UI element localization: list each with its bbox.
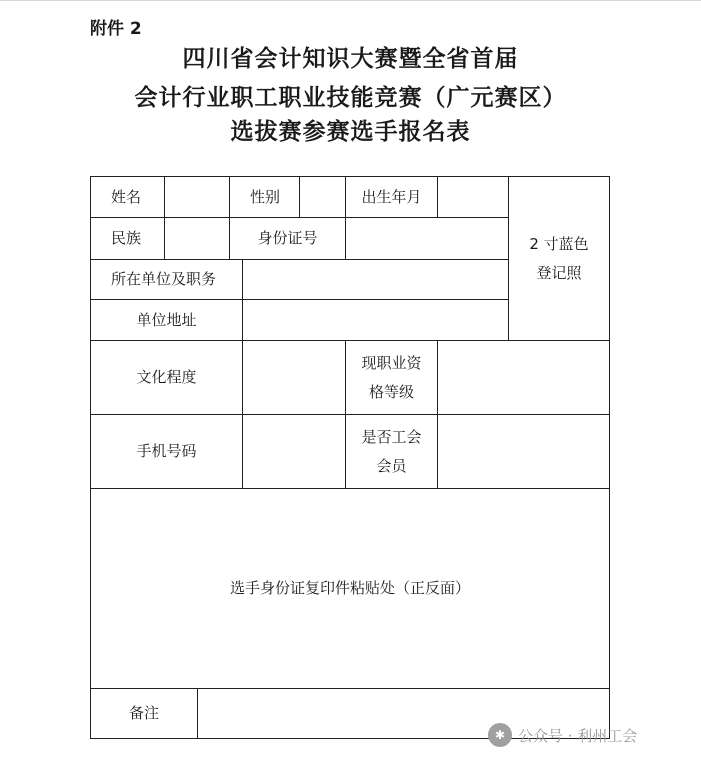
label-birth: 出生年月 bbox=[345, 176, 438, 218]
label-union-member: 是否工会 会员 bbox=[345, 414, 438, 489]
field-union-member[interactable] bbox=[437, 414, 610, 489]
label-employer-position: 所在单位及职务 bbox=[90, 259, 243, 300]
label-gender: 性别 bbox=[229, 176, 300, 218]
watermark-text: 公众号 · 利州工会 bbox=[518, 726, 638, 745]
field-name[interactable] bbox=[164, 176, 230, 218]
field-education[interactable] bbox=[242, 340, 346, 415]
form-title-line-2: 会计行业职工职业技能竞赛（广元赛区） bbox=[134, 84, 567, 111]
label-education: 文化程度 bbox=[90, 340, 243, 415]
label-phone: 手机号码 bbox=[90, 414, 243, 489]
form-title-line-3: 选拔赛参赛选手报名表 bbox=[230, 118, 471, 145]
field-qualification[interactable] bbox=[437, 340, 610, 415]
label-name: 姓名 bbox=[90, 176, 165, 218]
form-title-line-1: 四川省会计知识大赛暨全省首届 bbox=[182, 45, 519, 72]
wechat-watermark bbox=[488, 722, 637, 748]
top-border bbox=[0, 0, 701, 1]
field-employer-address[interactable] bbox=[242, 299, 509, 341]
field-id-number[interactable] bbox=[345, 217, 509, 260]
field-employer-position[interactable] bbox=[242, 259, 509, 300]
attachment-label: 附件 2 bbox=[90, 19, 142, 39]
id-copy-area[interactable]: 选手身份证复印件粘贴处（正反面） bbox=[90, 488, 610, 689]
label-remarks: 备注 bbox=[90, 688, 198, 739]
wechat-logo-icon: ✱ bbox=[488, 723, 512, 747]
photo-box[interactable]: 2 寸蓝色 登记照 bbox=[508, 176, 610, 341]
field-birth[interactable] bbox=[437, 176, 509, 218]
label-id-number: 身份证号 bbox=[229, 217, 346, 260]
field-gender[interactable] bbox=[299, 176, 346, 218]
field-ethnicity[interactable] bbox=[164, 217, 230, 260]
field-phone[interactable] bbox=[242, 414, 346, 489]
label-employer-address: 单位地址 bbox=[90, 299, 243, 341]
label-ethnicity: 民族 bbox=[90, 217, 165, 260]
label-qualification: 现职业资 格等级 bbox=[345, 340, 438, 415]
